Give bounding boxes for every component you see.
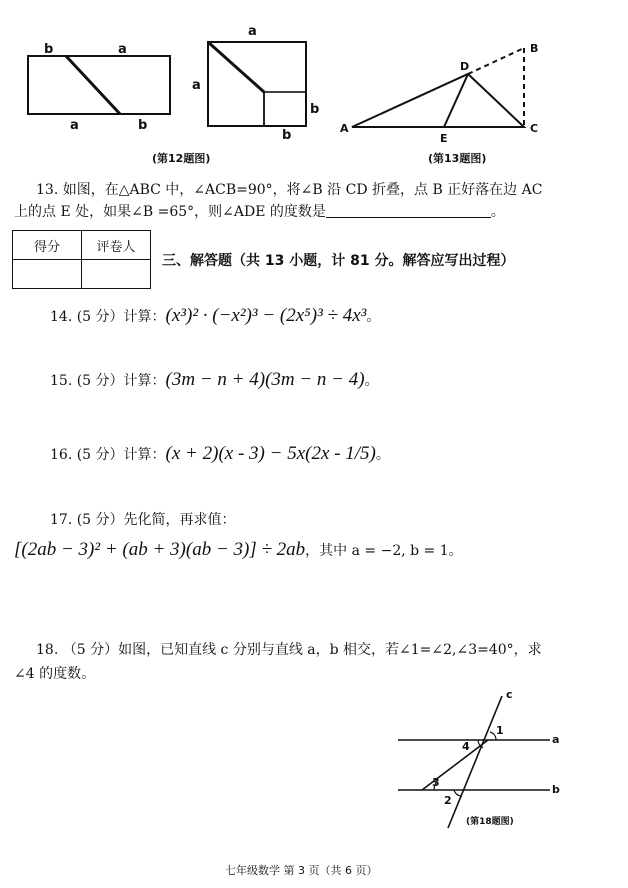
question-16 — [50, 444, 390, 465]
question-13-end: 。 — [490, 204, 505, 220]
fig18-line-c: c — [506, 688, 513, 701]
fig18-angle-1: 1 — [496, 724, 504, 737]
question-14 — [50, 306, 380, 327]
fig13-point-C: C — [530, 122, 539, 135]
question-18-line-2: ∠4 的度数。 — [14, 666, 96, 682]
fig12-label-top-a: a — [118, 42, 127, 57]
question-15-prefix: 15. (5 分）计算： — [50, 373, 166, 389]
question-16-prefix: 16. (5 分）计算： — [50, 447, 166, 463]
fig18-angle-4: 4 — [462, 740, 470, 753]
figure-13 — [340, 40, 560, 165]
fig13-point-B: B — [530, 42, 539, 55]
page-footer: 七年级数学 第 3 页（共 6 页） — [225, 864, 378, 877]
grader-header: 评卷人 — [82, 231, 151, 260]
fig13-point-A: A — [340, 122, 349, 135]
score-header: 得分 — [13, 231, 82, 260]
fig12-label-bottom-a: a — [70, 118, 79, 133]
question-13-text: 上的点 E 处，如果∠B =65°，则∠ADE 的度数是 — [14, 204, 326, 220]
score-table — [12, 230, 151, 289]
figure-18 — [390, 688, 570, 833]
figure-18-drawing — [390, 688, 570, 833]
fig18-caption: (第18题图) — [466, 817, 514, 827]
fig12-label-bottom-b: b — [138, 118, 148, 133]
fig12-right-label-right-b: b — [310, 102, 320, 117]
question-14-end: 。 — [366, 309, 381, 325]
figure-12-drawing — [22, 36, 342, 166]
fig18-line-b: b — [552, 783, 560, 796]
fig12-caption: (第12题图) — [152, 152, 211, 165]
fig18-angle-2: 2 — [444, 794, 452, 807]
question-17-condition: ，其中 a = −2, b = 1 — [305, 543, 449, 559]
question-15-expression: (3m − n + 4)(3m − n − 4) — [165, 369, 365, 390]
score-table-wrap — [12, 230, 151, 289]
fig18-line-a: a — [552, 733, 560, 746]
fig12-label-top-b: b — [44, 42, 54, 57]
score-cell — [13, 260, 82, 289]
question-15 — [50, 370, 379, 391]
fig12-right-label-bottom-b: b — [282, 128, 292, 143]
fig12-right-label-left-a: a — [192, 78, 201, 93]
question-17-prompt: 17. (5 分）先化简，再求值： — [50, 512, 236, 528]
question-17-formula — [14, 540, 463, 561]
question-16-end: 。 — [375, 447, 390, 463]
grader-cell — [82, 260, 151, 289]
question-14-prefix: 14. (5 分）计算： — [50, 309, 166, 325]
figure-13-drawing — [340, 40, 560, 150]
section-3-heading: 三、解答题（共 13 小题，计 81 分。解答应写出过程） — [162, 253, 515, 269]
question-14-expression: (x³)² · (−x²)³ − (2x⁵)³ ÷ 4x³ — [165, 305, 367, 326]
question-13-line-1: 13. 如图，在△ABC 中，∠ACB=90°，将∠B 沿 CD 折叠，点 B 正好落在边 AC — [36, 182, 543, 198]
question-15-end: 。 — [364, 373, 379, 389]
fig18-angle-3: 3 — [432, 776, 440, 789]
question-18-line-1: 18. （5 分）如图，已知直线 c 分别与直线 a，b 相交，若∠1=∠2,∠3=40°，求 — [36, 642, 542, 658]
figure-12 — [22, 24, 342, 166]
fig12-right-label-top-a: a — [248, 24, 257, 39]
fig13-point-E: E — [440, 132, 448, 145]
question-13-line-2 — [14, 202, 505, 222]
question-17-end: 。 — [448, 543, 463, 559]
question-16-expression: (x + 2)(x - 3) − 5x(2x - 1/5) — [165, 443, 376, 464]
fig13-caption: (第13题图) — [428, 152, 487, 165]
question-17-expression: [(2ab − 3)² + (ab + 3)(ab − 3)] ÷ 2ab — [14, 539, 306, 560]
answer-blank — [326, 203, 491, 218]
fig13-point-D: D — [460, 60, 470, 73]
